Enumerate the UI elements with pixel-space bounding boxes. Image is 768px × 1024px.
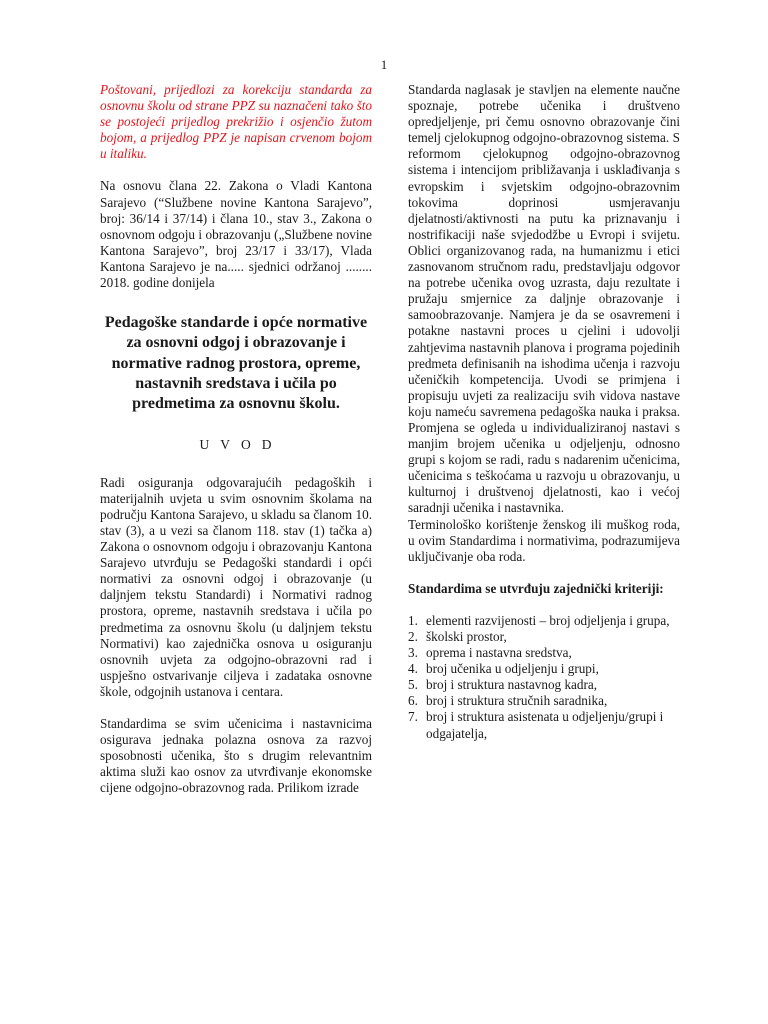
- standards-paragraph: Standardima se svim učenicima i nastavnicima osigurava jednaka polazna osnova za razvoj sposobnosti učenika, što s drugim relevantnim aktima služi kao osnov za utvrđivanje ekonomske cijene odgojno-obrazovnog rada. Prilikom izrade: [100, 716, 372, 796]
- list-item: 7. broj i struktura asistenata u odjeljenju/grupi i odgajatelja,: [408, 709, 664, 741]
- intro-paragraph: Radi osiguranja odgovarajućih pedagoških i materijalnih uvjeta u svim osnovnim školama na području Kantona Sarajevo, u skladu sa članom 10. stav (3), a u vezi sa članom 118. stav (1) tačka a) Zakona o osnovnom odgoju i obrazovanju Kantona Sarajevo utvrđuju se Pedagoški standardi i opći normativi za osnovni odgoj i obrazovanje (u daljnjem tekstu Standardi) i Normativi radnog prostora, opreme, nastavnih sredstava i učila po predmetima za osnovnu školu (u daljnjem tekstu Normativi) kao zajednička osnova u osiguranju osnovnih uvjeta za odgojno-obrazovni rad i uspješno ostvarivanje ciljeva i zadataka osnovne škole, odgojnih ustanova i centara.: [100, 474, 372, 699]
- page-number: 1: [380, 57, 388, 72]
- criteria-list: [408, 613, 680, 742]
- section-heading: UVOD: [199, 436, 283, 452]
- criteria-heading: Standardima se utvrđuju zajednički kriteriji:: [408, 580, 664, 596]
- correction-note: Poštovani, prijedlozi za korekciju standarda za osnovnu školu od strane PPZ su naznačeni tako što se postojeći prijedlog prekrižio i osjenčio žutom bojom, a prijedlog PPZ je napisan crvenom bojom u italiku.: [100, 82, 372, 162]
- standards-paragraph-continued: Standarda naglasak je stavljen na elemente naučne spoznaje, potrebe učenika i društveno opredjeljenje, pri čemu osnovno obrazovanje čini temelj cjelokupnog odgojno-obrazovnog sistema. S reformom cjelokupnog odgojno-obrazovnog sistema i intencijom približavanja i usklađivanja s evropskim i svjetskim odgojno-obrazovnim tokovima doprinosi usmjeravanju djelatnosti/aktivnosti na putu ka priznavanju i nostrifikaciji naše svjedodžbe u Evropi i svijetu. Oblici organizovanog rada, na humanizmu i etici zasnovanom stručnom radu, predstavljaju odgovor na potrebe učenika ovog uzrasta, daju rezultate i pružaju smjernice za daljnje obrazovanje i samoobrazovanje. Namjera je da se osavremeni i potakne nastavni proces u cjelini i udovolji zahtjevima nastavnih planova i programa pojedinih predmeta definisanih na ishodima učenja i razvoju učeničkih kompetencija. Uvodi se primjena i propisuju uvjeti za realizaciju svih vidova nastave koju nameću savremena pedagoška nauka i praksa. Promjena se ogleda u individualiziranoj nastavi s manjim brojem učenika u odjeljenju, odnosno grupi s kojom se radi, radu s nadarenim učenicima, učenicima s teškoćama u razvoju u obrazovanju, u kulturnoj i društvenoj djelatnosti, kao i većoj saradnji učenika i nastavnika.: [408, 82, 680, 516]
- list-item: 3. oprema i nastavna sredstva,: [408, 645, 572, 661]
- terminology-paragraph: Terminološko korištenje ženskog ili muškog roda, u ovim Standardima i normativima, podrazumijeva uključivanje oba roda.: [408, 516, 680, 564]
- list-item: 6. broj i struktura stručnih saradnika,: [408, 693, 608, 709]
- document-title: Pedagoške standarde i opće normative za osnovni odgoj i obrazovanje i normative radnog prostora, opreme, nastavnih sredstava i učila po predmetima za osnovnu školu.: [104, 314, 368, 413]
- left-column: [100, 82, 372, 796]
- list-item: 4. broj učenika u odjeljenju i grupi,: [408, 661, 599, 677]
- list-item: 2. školski prostor,: [408, 629, 507, 644]
- preamble: Na osnovu člana 22. Zakona o Vladi Kantona Sarajevo (“Službene novine Kantona Sarajevo”, broj: 36/14 i 37/14) i člana 10., stav 3., Zakona o osnovnom odgoju i obrazovanju („Službene novine Kantona Sarajevo”, broj 23/17 i 33/17), Vlada Kantona Sarajevo je na..... sjednici održanoj ........ 2018. godine donijela: [100, 178, 372, 291]
- list-item: 5. broj i struktura nastavnog kadra,: [408, 677, 598, 693]
- right-column: [408, 82, 680, 742]
- list-item: 1. elementi razvijenosti – broj odjeljenja i grupa,: [408, 612, 670, 628]
